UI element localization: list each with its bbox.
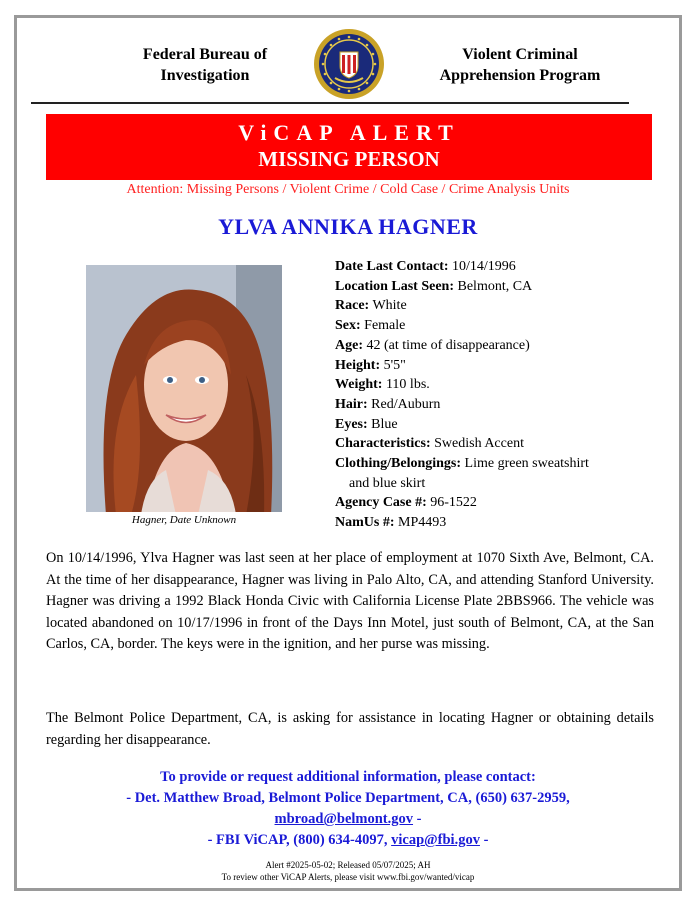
banner-title: ViCAP ALERT [238,120,460,145]
subject-name: YLVA ANNIKA HAGNER [218,214,478,239]
detail-agency-case: Agency Case #: 96-1522 [335,495,477,511]
detail-sex: Sex: Female [335,318,406,334]
subject-photo [86,265,282,512]
detail-age: Age: 42 (at time of disappearance) [335,337,530,353]
detail-weight: Weight: 110 lbs. [335,377,430,393]
fbi-seal-icon [313,28,385,100]
header-right-line2: Apprehension Program [439,67,601,84]
detail-namus: NamUs #: MP4493 [335,515,447,531]
header-right [420,44,620,86]
header-left-line1: Federal Bureau of [142,46,268,63]
detail-hair: Hair: Red/Auburn [335,396,441,412]
assistance-request-paragraph: The Belmont Police Department, CA, is asking for assistance in locating Hagner or obtaining details regarding her disappearance. [46,710,654,748]
attention-line: Attention: Missing Persons / Violent Crime / Cold Case / Crime Analysis Units [126,182,570,197]
alert-page [14,15,682,891]
contact-heading: To provide or request additional information, please contact: [160,769,536,785]
case-summary-paragraph: On 10/14/1996, Ylva Hagner was last seen at her place of employment at 1070 Sixth Ave, Belmont, CA. At the time of her disappearance, Hagner was living in Palo Alto, CA, and attending Stanford University. Hagner was driving a 1992 Black Honda Civic with California License Plate 2BBS966. The vehicle was located abandoned on 10/17/1996 in front of the Days Inn Motel, just south of Belmont, CA, at the San Carlos, CA, border. The keys were in the ignition, and her purse was missing. [46,550,654,653]
footer-release-info: Alert #2025-05-02; Released 05/07/2025; AH [265,860,431,870]
photo-caption: Hagner, Date Unknown [131,514,237,526]
header-left-line2: Investigation [160,67,250,84]
detail-date-last-contact: Date Last Contact: 10/14/1996 [335,259,516,274]
contact-line-email1: mbroad@belmont.gov - [274,811,422,827]
detail-characteristics: Characteristics: Swedish Accent [335,436,524,452]
header-right-line1: Violent Criminal [462,46,578,63]
alert-banner [46,114,652,180]
detail-location-last-seen: Location Last Seen: Belmont, CA [335,278,533,294]
email-link-vicap[interactable]: vicap@fbi.gov [391,832,480,848]
header-divider [31,102,629,104]
detail-clothing-cont: and blue skirt [349,475,426,491]
contact-line-detective: - Det. Matthew Broad, Belmont Police Department, CA, (650) 637-2959, [126,790,570,806]
banner-subtitle: MISSING PERSON [258,147,440,171]
contact-block [17,767,679,851]
detail-height: Height: 5'5" [335,357,406,373]
email-link-belmont[interactable]: mbroad@belmont.gov [274,811,414,827]
subject-details [335,257,665,533]
contact-line-fbi: - FBI ViCAP, (800) 634-4097, vicap@fbi.gov - [207,832,489,848]
header-left [105,44,305,86]
footer-website: To review other ViCAP Alerts, please visit www.fbi.gov/wanted/vicap [221,872,475,882]
footer [17,859,679,883]
detail-clothing: Clothing/Belongings: Lime green sweatshirt [335,456,589,472]
detail-eyes: Eyes: Blue [335,416,398,432]
detail-race: Race: White [335,298,407,314]
